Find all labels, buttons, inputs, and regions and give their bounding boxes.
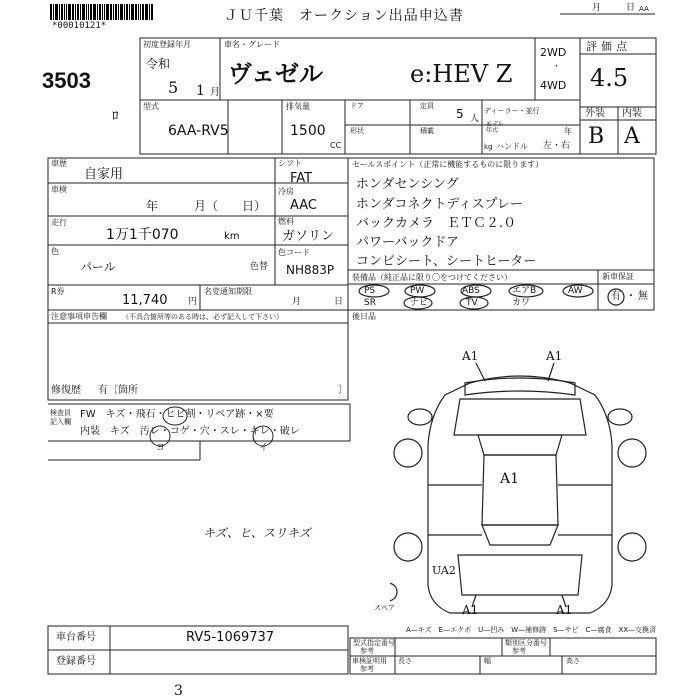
selling-point: パワーバックドア bbox=[356, 235, 459, 250]
drive-2wd: 2WD bbox=[540, 46, 567, 59]
color-value: パール bbox=[80, 260, 116, 274]
grade-label: 評価点 bbox=[586, 40, 631, 53]
damage-legend: A—キズ E—エクボ U—凹み W—補修跡 S—サビ C—腐食 XX—交換済 bbox=[406, 626, 657, 634]
damage-mark: A1 bbox=[462, 349, 479, 363]
model-type-label: 型式 bbox=[143, 102, 159, 111]
kg-unit: kg bbox=[484, 143, 493, 151]
month-label: 月 bbox=[592, 3, 602, 13]
yen-unit: 円 bbox=[188, 297, 198, 307]
displacement-label: 排気量 bbox=[286, 102, 310, 111]
equipment-item: PS bbox=[364, 286, 376, 296]
km-unit: km bbox=[224, 231, 240, 242]
equipment-item: ナビ bbox=[410, 298, 429, 308]
selling-point: バックカメラ ＥＴＣ２.０ bbox=[356, 216, 517, 231]
dealer-label: ディーラー・並行 bbox=[484, 107, 540, 115]
shape-label: 形状 bbox=[350, 127, 364, 135]
selling-point: コンビシート、シートヒーター bbox=[356, 254, 537, 269]
fuel-value: ガソリン bbox=[282, 229, 335, 244]
ref-label-2: 参考 bbox=[512, 647, 526, 655]
color-label: 色 bbox=[51, 247, 59, 256]
ref-label-3: 参考 bbox=[360, 665, 374, 673]
name-grade-label: 車名・グレード bbox=[224, 40, 280, 49]
tax-label: 名変通知期限 bbox=[204, 287, 252, 296]
equipment-label: 装備品（純正品に限り〇をつけてください） bbox=[352, 273, 512, 282]
tax-day: 日 bbox=[334, 297, 344, 307]
equipment-item: SR bbox=[364, 298, 376, 308]
cert-label: 車検証明用 bbox=[352, 657, 387, 665]
width-label: 幅 bbox=[484, 657, 491, 665]
corner-code: AA bbox=[639, 5, 649, 13]
mileage-label: 走行 bbox=[51, 218, 67, 227]
inspector-label: 検査員記入欄 bbox=[50, 409, 71, 427]
warranty-yes: 有 bbox=[611, 291, 621, 302]
shift-label: シフト bbox=[278, 159, 302, 168]
drive-4wd: 4WD bbox=[540, 79, 567, 92]
selling-point: ホンダセンシング bbox=[356, 177, 459, 192]
reg-month: 1 bbox=[196, 83, 205, 99]
r-label: R券 bbox=[51, 287, 65, 296]
model-no-label: 型式指定番号 bbox=[353, 639, 395, 647]
era: 令和 bbox=[146, 57, 171, 71]
chassis-label: 車台番号 bbox=[56, 632, 96, 643]
year-unit: 年 bbox=[564, 127, 572, 136]
mark-i: イ bbox=[259, 443, 269, 453]
model-year-label: モデル年式 bbox=[486, 121, 504, 134]
class-label: 類別区分番号 bbox=[505, 639, 547, 647]
capacity-unit: 人 bbox=[470, 114, 480, 124]
equipment-item: エアB bbox=[512, 286, 537, 296]
color-code-label: 色コード bbox=[278, 248, 310, 257]
color-code: NH883P bbox=[286, 263, 335, 277]
exterior-label: 外装 bbox=[585, 108, 605, 119]
form-title: ＪＵ千葉 オークション出品申込書 bbox=[224, 8, 464, 24]
damage-mark: A1 bbox=[546, 349, 563, 363]
inspection-label: 車検 bbox=[51, 185, 67, 194]
repair-value: 有〔箇所 bbox=[98, 385, 138, 396]
capacity-label: 定員 bbox=[420, 102, 434, 110]
color-change-label: 色替 bbox=[250, 262, 269, 272]
reg-number-label: 登録番号 bbox=[56, 656, 96, 667]
ac-label: 冷房 bbox=[278, 187, 294, 196]
damage-mark: UA2 bbox=[432, 564, 456, 577]
r-value: 11,740 bbox=[122, 293, 168, 308]
equipment-item: カワ bbox=[512, 298, 531, 308]
handle-label: ハンドル bbox=[496, 142, 528, 151]
damage-mark: A1 bbox=[500, 471, 520, 487]
equipment-item: AW bbox=[568, 286, 583, 296]
length-label: 長さ bbox=[398, 657, 412, 665]
drive-dot: ・ bbox=[552, 62, 562, 72]
chassis-number: RV5-1069737 bbox=[186, 630, 275, 645]
mileage: 1万1千070 bbox=[106, 227, 179, 243]
day-label: 日 bbox=[626, 3, 636, 13]
equipment-item: PW bbox=[410, 286, 425, 296]
warranty-no: 無 bbox=[638, 291, 648, 302]
usage-label: 車歴 bbox=[51, 159, 67, 168]
capacity: 5 bbox=[456, 107, 464, 121]
damage-mark: A1 bbox=[556, 603, 573, 617]
loading-label: 積載 bbox=[420, 127, 434, 135]
first-reg-label: 初度登録年月 bbox=[143, 40, 191, 49]
car-damage-diagram bbox=[390, 355, 650, 625]
new-warranty-label: 新車保証 bbox=[602, 272, 634, 281]
reg-year: 5 bbox=[168, 78, 179, 97]
inspection-value: 年 月（ 日） bbox=[146, 199, 267, 213]
shift-value: FAT bbox=[290, 171, 313, 186]
rear-items-label: 後日品 bbox=[352, 312, 376, 321]
equipment-item: ABS bbox=[462, 286, 480, 296]
damage-mark: A1 bbox=[462, 603, 479, 617]
displacement: 1500 bbox=[290, 123, 326, 139]
tax-month: 月 bbox=[292, 297, 302, 307]
stray-mark: ﾛ bbox=[112, 109, 119, 124]
car-name: ヴェゼル bbox=[228, 59, 324, 88]
spare-label: スペア bbox=[374, 604, 395, 612]
model-type: 6AA-RV5 bbox=[168, 123, 229, 139]
barcode-number: *00010121* bbox=[52, 21, 107, 31]
selling-points-label: セールスポイント（正常に機能するものに限ります） bbox=[352, 160, 544, 169]
notes-label: 注意事項申告欄 bbox=[51, 312, 107, 321]
height-label: 高さ bbox=[566, 657, 580, 665]
car-grade: e:HEV Z bbox=[410, 60, 513, 88]
usage-value: 自家用 bbox=[84, 167, 124, 182]
fuel-label: 燃料 bbox=[278, 217, 294, 226]
reg-month-unit: 月 bbox=[210, 87, 220, 98]
exterior-grade: B bbox=[588, 124, 605, 149]
ac-value: AAC bbox=[290, 198, 317, 213]
cc-unit: CC bbox=[330, 141, 342, 150]
inspector-circles bbox=[140, 402, 290, 462]
equipment-item: TV bbox=[466, 298, 478, 308]
mark-yo: ヨ bbox=[156, 443, 166, 453]
bottom-mark: 3 bbox=[174, 683, 183, 699]
lot-number: 3503 bbox=[42, 68, 91, 93]
grade-score: 4.5 bbox=[590, 64, 629, 92]
warranty-dot: ・ bbox=[626, 291, 636, 302]
equipment-ovals bbox=[348, 284, 654, 310]
inspector-row-1: FW キズ・飛石・ヒビ割・リペア跡・×要 bbox=[80, 409, 274, 420]
door-label: ドア bbox=[350, 102, 364, 110]
inspector-row-2: 内装 キズ 汚レ・コゲ・穴・スレ・キレ・破レ bbox=[80, 426, 300, 437]
interior-label: 内装 bbox=[622, 108, 642, 119]
selling-point: ホンダコネクトディスプレー bbox=[356, 197, 523, 212]
repair-close: 〕 bbox=[338, 385, 348, 396]
repair-label: 修復歴 bbox=[51, 385, 81, 396]
handle-options: 左・右 bbox=[543, 141, 571, 151]
interior-grade: A bbox=[624, 124, 640, 149]
handwritten-note: キズ、ヒ、スリキズ bbox=[203, 526, 311, 540]
ref-label: 参考 bbox=[360, 647, 374, 655]
notes-sublabel: （不具合箇所等のある時は、必ず記入して下さい） bbox=[122, 313, 283, 321]
